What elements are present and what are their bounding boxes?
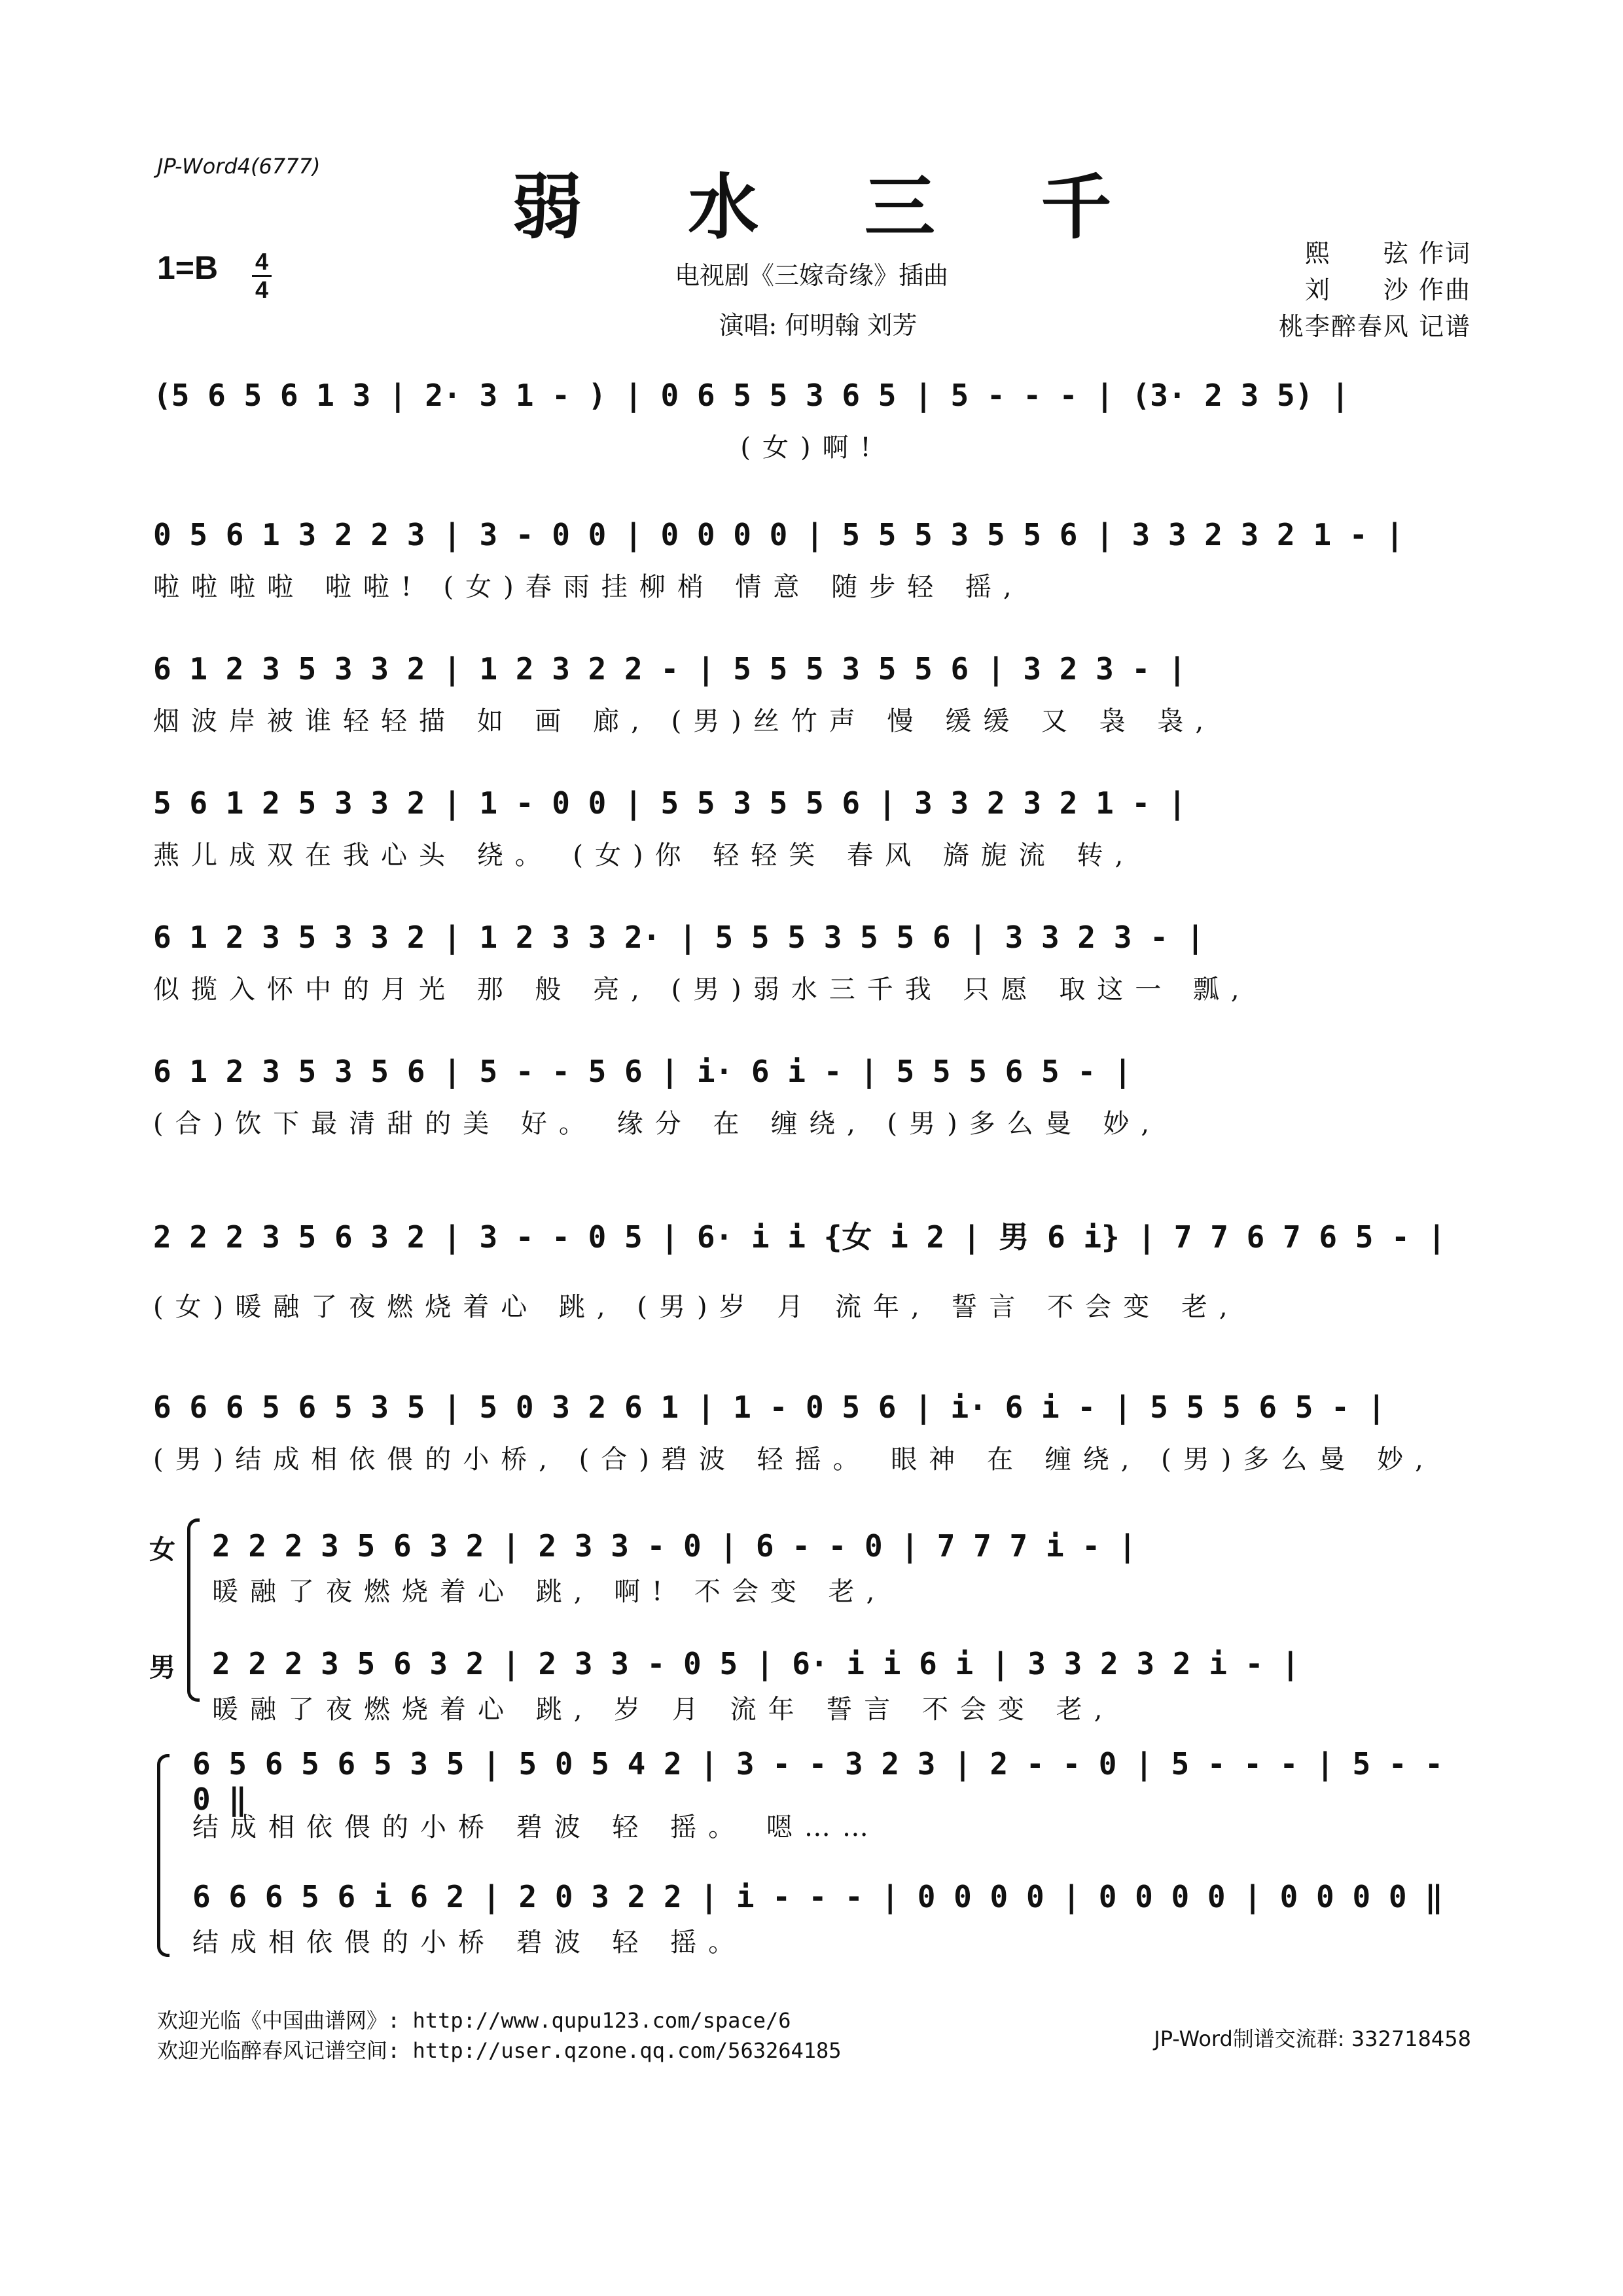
lyric-line: 暖融了夜燃烧着心 跳, 岁 月 流年 誓言 不会变 老,	[212, 1694, 1115, 1725]
notation-line: 6 6 6 5 6 5 3 5 | 5 0 3 2 6 1 | 1 - 0 5 6 | i· 6 i - | 5 5 5 6 5 - |	[153, 1390, 1386, 1425]
software-label: JP-Word4(6777)	[157, 154, 321, 179]
notation-line: 2 2 2 3 5 6 3 2 | 2 3 3 - 0 | 6 - - 0 | 7 7 7 i - |	[212, 1528, 1137, 1564]
lyric-line: 烟波岸被谁轻轻描 如 画 廊, (男)丝竹声 慢 缓缓 又 袅 袅,	[153, 706, 1216, 736]
lyric-line: (女)啊!	[740, 432, 883, 463]
male-part-label: 男	[149, 1652, 175, 1683]
final-bracket	[157, 1754, 169, 1957]
notation-line: 2 2 2 3 5 6 3 2 | 3 - - 0 5 | 6· i i {女 i 2 | 男 6 i} | 7 7 6 7 6 5 - |	[153, 1219, 1446, 1255]
lyric-line: (女)暖融了夜燃烧着心 跳, (男)岁 月 流年, 誓言 不会变 老,	[153, 1291, 1240, 1322]
notation-line: 2 2 2 3 5 6 3 2 | 2 3 3 - 0 5 | 6· i i 6 i | 3 3 2 3 2 i - |	[212, 1646, 1300, 1681]
time-numerator: 4	[255, 248, 269, 275]
footer-group: JP-Word制谱交流群: 332718458	[1154, 2026, 1471, 2051]
lyric-line: 啦啦啦啦 啦啦! (女)春雨挂柳梢 情意 随步轻 摇,	[153, 571, 1024, 602]
singers: 演唱: 何明翰 刘芳	[719, 311, 918, 340]
lyric-line: (合)饮下最清甜的美 好。 缘分 在 缠绕, (男)多么曼 妙,	[153, 1108, 1162, 1139]
lyricist-credit: 熙 弦 作词	[1304, 239, 1471, 268]
notation-line: (5 6 5 6 1 3 | 2· 3 1 - ) | 0 6 5 5 3 6 5 | 5 - - - | (3· 2 3 5) |	[153, 378, 1349, 413]
lyric-line: 结成相依偎的小桥 碧波 轻 摇。 嗯……	[192, 1812, 880, 1842]
key-signature: 1=B	[157, 249, 219, 286]
lyric-line: 结成相依偎的小桥 碧波 轻 摇。	[192, 1927, 747, 1958]
notation-line: 6 1 2 3 5 3 3 2 | 1 2 3 3 2· | 5 5 5 3 5 5 6 | 3 3 2 3 - |	[153, 920, 1205, 955]
lyric-line: 燕儿成双在我心头 绕。 (女)你 轻轻笑 春风 旖旎流 转,	[153, 840, 1135, 870]
notation-line: 6 5 6 5 6 5 3 5 | 5 0 5 4 2 | 3 - - 3 2 3 | 2 - - 0 | 5 - - - | 5 - - 0 ‖	[192, 1746, 1443, 1817]
notation-line: 6 1 2 3 5 3 5 6 | 5 - - 5 6 | i· 6 i - | 5 5 5 6 5 - |	[153, 1054, 1132, 1089]
lyric-line: (男)结成相依偎的小桥, (合)碧波 轻摇。 眼神 在 缠绕, (男)多么曼 妙,	[153, 1444, 1435, 1475]
time-denominator: 4	[255, 276, 269, 303]
subtitle: 电视剧《三嫁奇缘》插曲	[674, 261, 948, 290]
composer-credit: 刘 沙 作曲	[1304, 276, 1471, 304]
footer-link-qzone[interactable]: 欢迎光临醉春风记谱空间: http://user.qzone.qq.com/563264185	[157, 2038, 842, 2063]
female-part-label: 女	[149, 1534, 175, 1565]
notation-line: 5 6 1 2 5 3 3 2 | 1 - 0 0 | 5 5 3 5 5 6 | 3 3 2 3 2 1 - |	[153, 785, 1186, 821]
notation-line: 0 5 6 1 3 2 2 3 | 3 - 0 0 | 0 0 0 0 | 5 5 5 3 5 5 6 | 3 3 2 3 2 1 - |	[153, 517, 1404, 552]
footer-link-qupu[interactable]: 欢迎光临《中国曲谱网》: http://www.qupu123.com/space/6	[157, 2008, 791, 2033]
notation-line: 6 1 2 3 5 3 3 2 | 1 2 3 2 2 - | 5 5 5 3 5 5 6 | 3 2 3 - |	[153, 651, 1186, 687]
song-title: 弱 水 三 千	[511, 166, 1152, 249]
transcriber-credit: 桃李醉春风 记谱	[1278, 312, 1471, 341]
notation-line: 6 6 6 5 6 i 6 2 | 2 0 3 2 2 | i - - - | 0 0 0 0 | 0 0 0 0 | 0 0 0 0 ‖	[192, 1879, 1443, 1914]
lyric-line: 似揽入怀中的月光 那 般 亮, (男)弱水三千我 只愿 取这一 瓢,	[153, 974, 1251, 1005]
duet-bracket	[187, 1518, 200, 1702]
lyric-line: 暖融了夜燃烧着心 跳, 啊! 不会变 老,	[212, 1576, 887, 1607]
